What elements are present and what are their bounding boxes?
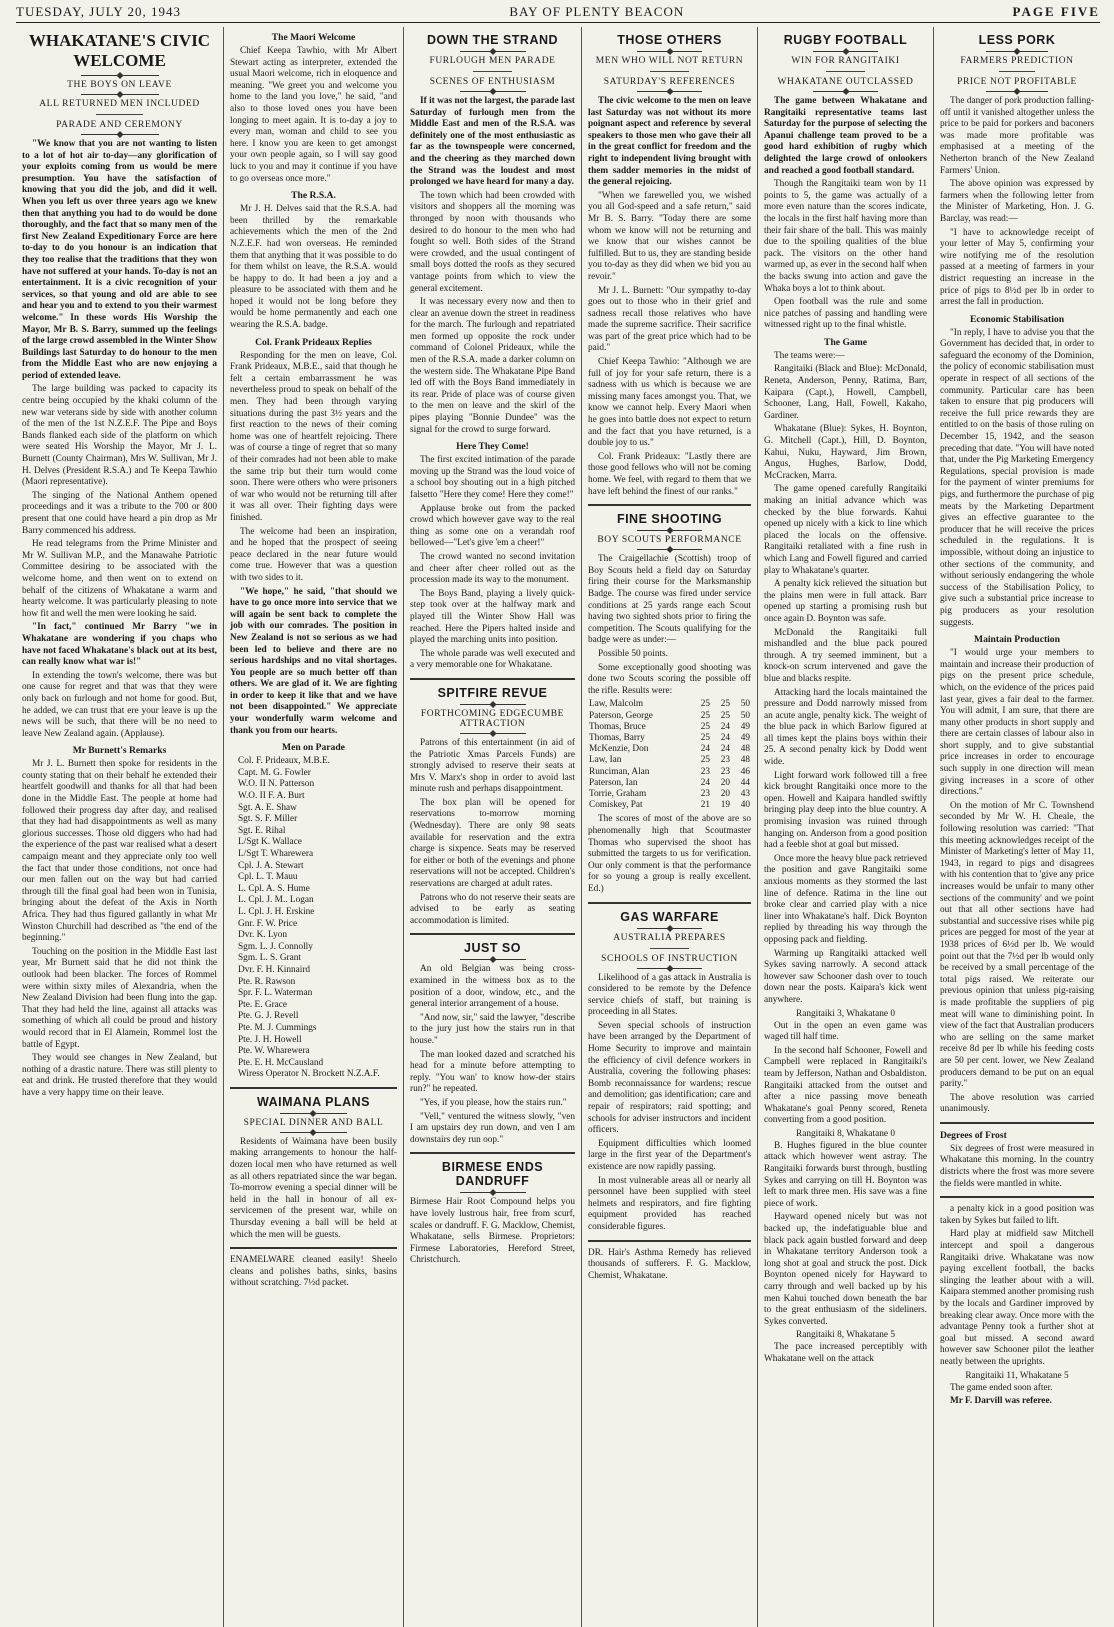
deck-australia: AUSTRALIA PREPARES bbox=[613, 932, 726, 943]
scores-table bbox=[588, 699, 751, 811]
divider bbox=[81, 94, 159, 95]
paragraph: Chief Keepa Tawhio: "Although we are full of joy for your safe return, there is a sadness with us which is because we are missing many faces amongst you. That, we know we cannot help. Every Maori when he goes into battle does not expect to return and the fact that you have returned, is a double joy to us." bbox=[588, 357, 751, 449]
divider bbox=[588, 1240, 751, 1242]
ad-asthma: DR. Hair's Asthma Remedy has relieved thousands of sufferers. F. G. Macklow, Chemist, Whakatane. bbox=[588, 1247, 751, 1281]
issue-date: TUESDAY, JULY 20, 1943 bbox=[16, 4, 182, 19]
headline-gas-warfare: GAS WARFARE bbox=[620, 909, 719, 924]
score-cell: 48 bbox=[740, 755, 750, 766]
scout-name: Law, Ian bbox=[589, 755, 622, 766]
subheading-maintain-production: Maintain Production bbox=[974, 634, 1060, 646]
roll-entry: L. Cpl. J. H. Erskine bbox=[238, 906, 315, 917]
divider bbox=[410, 678, 575, 680]
score-cell: 49 bbox=[740, 721, 750, 732]
divider bbox=[460, 51, 526, 52]
column-those-others bbox=[582, 27, 758, 1627]
headline-strand: DOWN THE STRAND bbox=[426, 33, 559, 47]
score-cell: 25 bbox=[700, 699, 710, 710]
deck-references: SATURDAY'S REFERENCES bbox=[603, 77, 736, 87]
divider bbox=[410, 933, 575, 935]
score-row bbox=[588, 733, 751, 744]
headline-fine-shooting: FINE SHOOTING bbox=[616, 512, 723, 527]
subheading-stabilisation: Economic Stabilisation bbox=[969, 313, 1065, 325]
paragraph: Attacking hard the locals maintained the pressure and Dodd narrowly missed from an acute angle, penalty kick. The weight of the blue pack in which Barlow figured at all times kept the plains boys within their 25. A second penalty kick by Dodd went wide. bbox=[764, 687, 927, 768]
paragraph: A penalty kick relieved the situation but the plains men were in full attack. Barr opened up starting a promising rush but once again D. Boynton was safe. bbox=[764, 579, 927, 624]
roll-entry: W.O. II F. A. Burt bbox=[238, 791, 305, 802]
scout-name: Runciman, Alan bbox=[589, 766, 650, 777]
score-cell: 48 bbox=[740, 744, 750, 755]
divider bbox=[280, 1132, 347, 1133]
paragraph: McDonald the Rangitaiki full mishandled and the blue pack poured through. A try seemed imminent, but a knock-on scrum intervened and gave the blue and blacks respite. bbox=[764, 627, 927, 684]
paragraph: An old Belgian was being cross-examined in the witness box as to the position of a door, window, etc., and the general interior arrangement of a house. bbox=[410, 964, 575, 1010]
paragraph: Hard play at midfield saw Mitchell intercept and spoil a dangerous Rangitaiki drive. Whakatane was now paying excellent football, the backs slinging the leather about with a will. Kaipara stemmed another promising rush by the locals and Gardiner improved by breaking clear away. Once more with the advantage Penny took a further shot at goal but missed. A second award however saw Schooner pilot the leather neatly between the uprights. bbox=[940, 1229, 1094, 1367]
headline-civic-welcome: WHAKATANE'S CIVIC WELCOME bbox=[28, 31, 211, 70]
score-row bbox=[588, 722, 751, 733]
roll-entry: Cpl. J. A. Stewart bbox=[238, 860, 304, 871]
divider bbox=[96, 114, 143, 115]
paragraph: The Craigellachie (Scottish) troop of Boy Scouts held a field day on Saturday firing their course for the Marksmanship Badge. The course was fired under service conditions at 25 yards range each Scout having two sighted shots prior to firing the competition. The Scouts qualifying for the badge were as under:— bbox=[588, 554, 751, 646]
divider bbox=[650, 71, 689, 72]
ad-birmese: Birmese Hair Root Compound helps you have lovely lustrous hair, free from scurf, scales or dandruff. F. G. Macklow, Chemist, Whakatane, sells Birmese. Proprietors: Firmese Laboratories, Hereford Street, Christchurch. bbox=[410, 1197, 575, 1266]
deck-farmers: FARMERS PREDICTION bbox=[960, 56, 1074, 66]
paragraph: Responding for the men on leave, Col. Frank Prideaux, M.B.E., said that though he felt a certain embarrassment he was nevertheless proud to speak on behalf of the men. They had been through varying situations during the past 3½ years and the first reaction to the news of their coming home was one of heartfelt rejoicing. There was of course a tinge of regret that so many of their comrades had not been able to make the same trip but their turn would come soon. There were others who were prisoners of war who would not be returning till after it was all over. Their fighting days were finished. bbox=[230, 350, 397, 523]
column-less-pork bbox=[934, 27, 1100, 1627]
paragraph: The large building was packed to capacity its centre being occupied by the khaki column of the new war veterans side by side with another column of the men of the 1st N.Z.E.F. The Pipe and Boys Bands flanked each side of the platform on which were seated His Worship the Mayor, Mr J. L. Burnett (County Chairman), Mrs W. Sullivan, Mr J. H. Delves (President R.S.A.) and Te Keepa Tawhio (Maori representative). bbox=[22, 384, 217, 488]
score-cell: 24 bbox=[720, 732, 730, 743]
deck-price: PRICE NOT PROFITABLE bbox=[957, 77, 1077, 87]
score-cell: 25 bbox=[700, 732, 710, 743]
roll-entry: Spr. F. L. Waterman bbox=[238, 988, 313, 999]
roll-entry: Wiress Operator N. Brockett N.Z.A.F. bbox=[238, 1069, 380, 1080]
paragraph: Mr J. H. Delves said that the R.S.A. had been thrilled by the remarkable achievements which the men of the 2nd N.Z.E.F. had won overseas. He reminded them that anything that it was possible to do for them whilst on leave, the R.S.A. would be happy to do. It had been a joy and a pleasure to be associated with them and he hoped it would not be long before they would be home permanently and each one wearing the R.S.A. badge. bbox=[230, 204, 397, 331]
scout-name: Thomas, Barry bbox=[589, 732, 645, 743]
deck-boy-scouts: BOY SCOUTS PERFORMANCE bbox=[597, 535, 742, 546]
deck-schools: SCHOOLS OF INSTRUCTION bbox=[601, 953, 738, 964]
deck-edgecumbe: FORTHCOMING EDGECUMBE ATTRACTION bbox=[420, 708, 565, 729]
subheading-prideaux: Col. Frank Prideaux Replies bbox=[255, 336, 372, 348]
divider bbox=[460, 959, 526, 960]
score-row bbox=[588, 699, 751, 710]
score-row bbox=[588, 767, 751, 778]
deck-enthusiasm: SCENES OF ENTHUSIASM bbox=[429, 77, 556, 87]
divider bbox=[637, 91, 702, 92]
headline-spitfire: SPITFIRE REVUE bbox=[437, 685, 548, 700]
paragraph: In the second half Schooner, Fowell and Campbell were replaced in Rangitaiki's team by Jefferson, Nathan and Osbaldiston. Rangitaiki attacked from the outset and after a nice passing move beneath Whakatane's goal Penny scored, Reneta converting from a good position. bbox=[764, 1045, 927, 1126]
paragraph: Mr J. L. Burnett: "Our sympathy to-day goes out to those who in their grief and sadness recall those relatives who have made the supreme sacrifice. Their sacrifice was part of the great price which had to be paid." bbox=[588, 285, 751, 354]
roll-entry: Pte. E. H. McCausland bbox=[238, 1057, 324, 1068]
headline-just-so: JUST SO bbox=[464, 941, 521, 956]
lead-paragraph: If it was not the largest, the parade last Saturday of furlough men from the Middle East and men of the R.S.A. was definitely one of the most enthusiastic as far as the townspeople were concerned, and the cheering as they marched down the Strand was the loudest and most prolonged we have heard for many a day. bbox=[410, 96, 575, 188]
paragraph: Some exceptionally good shooting was done two Scouts scoring the possible off the rifle. Results were: bbox=[588, 662, 751, 696]
paragraph: "Yes, if you please, how the stairs run." bbox=[420, 1097, 567, 1108]
paragraph: The pace increased perceptibly with Whakatane well on the attack bbox=[764, 1342, 927, 1364]
divider bbox=[986, 91, 1048, 92]
score-cell: 20 bbox=[720, 777, 730, 788]
paragraph: Warming up Rangitaiki attacked well Sykes saving narrowly. A second attack however saw Schooner dash over to touch down near the posts. Kaipara's kick went anywhere. bbox=[764, 948, 927, 1005]
divider bbox=[637, 549, 702, 550]
roll-entry: W.O. II N. Patterson bbox=[238, 779, 315, 790]
score-line: Rangitaiki 8, Whakatane 0 bbox=[796, 1128, 895, 1139]
roll-entry: Pte. M. J. Cummings bbox=[238, 1022, 317, 1033]
paragraph: The above opinion was expressed by farmers when the following letter from the Minister of Marketing, Hon. J. G. Barclay, was read:— bbox=[940, 179, 1094, 224]
headline-birmese: BIRMESE ENDS DANDRUFF bbox=[441, 1160, 544, 1189]
paragraph: He read telegrams from the Prime Minister and Mr W. Sullivan M.P., and the Manawahe Patriotic Committee desiring to be associated with the welcome home, and then went on to extend on behalf of the citizens of Whakatane a warm and hearty welcome. It was particularly pleasing to note how fit and well the men were looking he said. bbox=[22, 539, 217, 619]
score-cell: 46 bbox=[740, 766, 750, 777]
score-cell: 25 bbox=[720, 699, 730, 710]
paragraph: It was necessary every now and then to clear an avenue down the street in readiness for the march. The furlough and repatriated men formed up opposite the rock under command of Colonel Prideaux, while the men of the R.S.A. made a darker column on the western side. The Whakatane Pipe Band led off with the Boys Band immediately in its rear. Pride of place was of course given to the men on leave and the skirl of the pipes playing "Bonnie Dundee" was the signal for the crowd to surge forward. bbox=[410, 297, 575, 435]
subheading-here-they-come: Here They Come! bbox=[456, 441, 529, 453]
divider bbox=[460, 704, 526, 705]
subheading-frost: Degrees of Frost bbox=[940, 1129, 1007, 1141]
paragraph: "I would urge your members to maintain and increase their production of pigs on the present price schedule, which, on the evidence of the prices paid last year, gives a fair deal to the farmer. You will admit, I am sure, that there are many other products in short supply and there are certain classes of labour also in short supply, and to give substantial price increases in order to encourage such supply in one direction will mean giving increases in a score of other directions." bbox=[940, 648, 1094, 798]
divider bbox=[588, 504, 751, 506]
paragraph: Col. Frank Prideaux: "Lastly there are those good fellows who will not be coming home. We feel, with regard to them that we have left behind the finest of our ranks." bbox=[588, 451, 751, 497]
paragraph: The game opened carefully Rangitaiki making an initial advance which was checked by the blue forwards. Kahui opened up nicely with a kick to line which placed the locals on the offensive. Rangitaiki retaliated with a fine rush in which Lang and Fowell figured and carried play to Whakatane's quarter. bbox=[764, 484, 927, 576]
column-maori-welcome bbox=[224, 27, 404, 1627]
roll-entry: Sgt. S. F. Miller bbox=[238, 814, 298, 825]
paragraph: Residents of Waimana have been busily making arrangements to honour the half-dozen local men who have returned as well as all others repatriated since the war began. To-morrow evening a special dinner will be held in the hall in honour of all ex-servicemen of the present war, while on Thursday evening a ball will be held at which the men will be guests. bbox=[230, 1136, 397, 1240]
roll-entry: Col. F. Prideaux, M.B.E. bbox=[238, 756, 330, 767]
paragraph: Rangitaiki (Black and Blue): McDonald, Reneta, Anderson, Penny, Ratima, Barr, Kaipara (Capt.), Howell, Campbell, Schooner, Lang, Hall, Fowell, Kakaho, Gardiner. bbox=[764, 364, 927, 421]
scout-name: Thomas, Bruce bbox=[589, 721, 646, 732]
paragraph: The singing of the National Anthem opened proceedings and it was a tribute to the 700 or 800 present that one could have heard a pin drop as Mr Barry commenced his address. bbox=[22, 490, 217, 536]
paragraph: Chief Keepa Tawhio, with Mr Albert Stewart acting as interpreter, extended the usual Maori welcome, rich in eloquence and meaning. "We greet you and welcome you home to the land you love," he said, "and also to those loved ones you have been longing to meet again. It is to-day a joy to every man, woman and child to see you here. I know you are keen to get amongst your own people again, so I will say good luck to you and may it continue if you have to go overseas once more." bbox=[230, 46, 397, 184]
score-cell: 19 bbox=[720, 800, 730, 811]
deck-outclassed: WHAKATANE OUTCLASSED bbox=[777, 77, 914, 87]
paragraph: a penalty kick in a good position was taken by Sykes but failed to lift. bbox=[940, 1204, 1094, 1226]
score-cell: 40 bbox=[740, 800, 750, 811]
paragraph: The first excited intimation of the parade moving up the Strand was the loud voice of a school boy shouting out in a high pitched falsetto "Here they come! Here they come!" bbox=[410, 455, 575, 500]
columns bbox=[16, 27, 1100, 1627]
roll-entry: Pte. R. Rawson bbox=[238, 976, 296, 987]
lead-paragraph: The civic welcome to the men on leave last Saturday was not without its more poignant aspect and reference by several speakers to those men who gave their all in the great conflict for freedom and the right to independent living brought with them sadder memories in the midst of the general rejoicing. bbox=[588, 96, 751, 188]
paragraph: "In fact," continued Mr Barry "we in Whakatane are wondering if you chaps who have not faced Whakatane's black out at its best, can really know what war is!" bbox=[22, 622, 217, 668]
divider bbox=[280, 1113, 347, 1114]
deck-boys-on-leave: THE BOYS ON LEAVE bbox=[67, 80, 172, 90]
paragraph: Whakatane (Blue): Sykes, H. Boynton, G. Mitchell (Capt.), Hill, D. Boynton, Kahui, Nuku, Hayward, Jim Brown, Angus, Hughes, Barlow, Dodd, McCracken, Marra. bbox=[764, 424, 927, 481]
subheading-burnett: Mr Burnett's Remarks bbox=[72, 745, 167, 757]
divider bbox=[813, 51, 878, 52]
paragraph: On the motion of Mr C. Townshend seconded by Mr W. H. Cheale, the following resolution was carried: "That this meeting acknowledges receipt of the Minister of Marketing's letter of May 11, 1943, in regard to pigs and disagrees with his contention that to 'give any price increases would be unfair to many other sections of the community' and we point out that all other sections have had substantial and successive rises while pig prices are pegged for most of the year at 1938 prices of 6½d per lb. We would point out that the 7½d per lb would only be received by a small percentage of the total pigs raised. We reiterate our previous opinion that unless pig-raising is made profitable the suppliers of pig meat will wane to diminishing point. In view of the fact that Australian producers who are selling on the same market receive 8d per lb while his feeding costs are 50 per cent. lower, we New Zealand producers demand to be put on an equal parity." bbox=[940, 800, 1094, 1090]
roll-entry: Sgt. E. Rihal bbox=[238, 825, 286, 836]
deck-not-return: MEN WHO WILL NOT RETURN bbox=[595, 56, 744, 66]
paragraph: The game ended soon after. bbox=[950, 1382, 1053, 1393]
column-strand bbox=[404, 27, 582, 1627]
headline-rugby: RUGBY FOOTBALL bbox=[783, 33, 908, 47]
paragraph: Touching on the position in the Middle East last year, Mr Burnett said that he did not think the outlook had been blacker. The forces of Rommel were within sixty miles of Alexandria, when the New Zealand Division had been flung into the gap. That they had held the line, against all attacks was something of which all could be proud and history would record that in El Alamein, Rommel lost the battle of Egypt. bbox=[22, 946, 217, 1050]
score-cell: 21 bbox=[700, 800, 710, 811]
paragraph: The welcome had been an inspiration, and he hoped that the prospect of seeing peace declared in the near future would come true. However that was a question with two sides to it. bbox=[230, 526, 397, 583]
divider bbox=[588, 902, 751, 904]
paragraph: The town which had been crowded with visitors and shoppers all the morning was thronged by noon with thousands who desired to do honour to the men who had fought so well. Both sides of the Strand were crowded, and the usual contingent of small boys dotted the roofs as they secured vantage points from which to view the general excitement. bbox=[410, 190, 575, 294]
roll-entry: Cpl. L. T. Mauu bbox=[238, 872, 298, 883]
score-cell: 25 bbox=[700, 721, 710, 732]
roll-entry: L/Sgt K. Wallace bbox=[238, 837, 302, 848]
score-row bbox=[588, 711, 751, 722]
paragraph: Though the Rangitaiki team won by 11 points to 5, the game was actually of a more even nature than the scores indicate, the locals in the first half having more than their fair share of the ball. This was mainly due to the spoiling qualities of the blue pack. The visitors on the other hand warmed up, as ever in the second half when the backs swung into action and gave the Whaka boys a lot to think about. bbox=[764, 179, 927, 294]
score-cell: 25 bbox=[720, 710, 730, 721]
roll-entry: L/Sgt T. Wharewera bbox=[238, 849, 314, 859]
divider bbox=[410, 1152, 575, 1154]
roll-entry: Pte. J. H. Howell bbox=[238, 1034, 302, 1045]
paragraph: "In reply, I have to advise you that the Government has decided that, in order to safeguard the economy of the Dominion, the policy of economic stabilisation must operate in respect of all sections of the community. Particular care has been taken to ensure that pig producers will receive the full price rewards they are entitled to on the basis of those ruling on December 15, 1942, and the season preceding that date. "You will have noted that, under the Pig Marketing Emergency Regulations, special provision is made for the payment of winter premiums for pigs, and furthermore the purchase of pig meats by the Marketing Department gives an effective guarantee to the producer that he will receive the prices scheduled in the regulations. It is impossible, without doing an injustice to other sections of the community, and without seriously endangering the whole success of the Stabilisation Policy, to give such a substantial price increase to pig producers as your resolution suggests. bbox=[940, 327, 1094, 628]
score-line: Rangitaiki 3, Whakatane 0 bbox=[796, 1008, 895, 1019]
paragraph: Mr F. Darvill was referee. bbox=[950, 1396, 1052, 1407]
divider bbox=[81, 134, 159, 135]
divider bbox=[637, 928, 702, 929]
score-cell: 23 bbox=[700, 766, 710, 777]
divider bbox=[81, 75, 159, 76]
deck-returned-men: ALL RETURNED MEN INCLUDED bbox=[39, 99, 200, 109]
paragraph: Equipment difficulties which loomed large in the first year of the Department's existence are now rapidly passing. bbox=[588, 1138, 751, 1172]
headline-those-others: THOSE OTHERS bbox=[617, 33, 722, 47]
paragraph: Mr J. L. Burnett then spoke for residents in the county stating that on their behalf he extended their heartfelt goodwill and thanks for all that had been done in the Middle East. The people at home had followed their progress day after day, and realised that they had had disappointments as well as many glorious successes. Those old diggers who had had the experience of the past war realised what a desert campaign meant and they appreciate only too well the fact that under those conditions, not once had our men fallen out on the way but had carried through till the final goal had been won in Tunisia, bringing about the defeat of the Axis in North Africa. They had thus figured gallantly in what Mr Winston Churchill had described as "the end of the beginning." bbox=[22, 759, 217, 944]
paragraph: The teams were:— bbox=[774, 350, 845, 361]
paragraph: Once more the heavy blue pack retrieved the position and gave Rangitaiki some anxious moments as they stormed the last line of defence. Ratima in the line out broke clear and carried play with a nice liner into Whakatane's half. Dick Boynton replied by threading his way through the opposing pack and fielding. bbox=[764, 853, 927, 945]
roll-entry: L. Cpl. A. S. Hume bbox=[238, 883, 310, 894]
deck-parade: PARADE AND CEREMONY bbox=[56, 120, 183, 130]
roll-entry: Sgt. A. E. Shaw bbox=[238, 802, 297, 813]
score-cell: 24 bbox=[700, 744, 710, 755]
scout-name: McKenzie, Don bbox=[589, 744, 649, 755]
roll-entry: Dvr. F. H. Kinnaird bbox=[238, 964, 311, 975]
scout-name: Paterson, George bbox=[589, 710, 653, 721]
roll-entry: Pte. G. J. Revell bbox=[238, 1011, 299, 1022]
divider bbox=[940, 1122, 1094, 1124]
paragraph: B. Hughes figured in the blue counter attack which however went astray. The Rangitaiki forwards burst through, bustling Sykes and carrying on till H. Boynton was left to mark three men. His save was a fine piece of work. bbox=[764, 1140, 927, 1209]
paragraph: In most vulnerable areas all or nearly all personnel have been supplied with steel helmets and respirators, and fire fighting equipment provided has reached considerable figures. bbox=[588, 1175, 751, 1232]
divider bbox=[637, 530, 702, 531]
divider bbox=[460, 1192, 526, 1193]
paragraph: The danger of pork production falling-off until it vanished altogether unless the price to be paid for porkers and baconers was made more profitable was emphasised at a meeting of the Netherton branch of the New Zealand Farmers' Union. bbox=[940, 96, 1094, 176]
page-number: PAGE FIVE bbox=[1012, 4, 1100, 19]
paragraph: Seven special schools of instruction have been arranged by the Department of Home Security to improve and maintain the efficiency of civil defence workers in Australia, covering the following phases: Bomb reconnaissance for wardens; rescue and demolition; gas identification; care and repair of respirators; raid spotting; and schools for adviser instructors and incident officers. bbox=[588, 1020, 751, 1136]
score-cell: 20 bbox=[720, 788, 730, 799]
score-cell: 25 bbox=[700, 755, 710, 766]
roll-entry: Pte. W. Wharewera bbox=[238, 1046, 310, 1057]
paragraph: Applause broke out from the packed crowd which however gave way to the real thing as some one on a verandah roof bellowed—"Let's give 'em a cheer!" bbox=[410, 503, 575, 549]
score-line: Rangitaiki 8, Whakatane 5 bbox=[796, 1330, 895, 1341]
divider bbox=[826, 71, 865, 72]
roll-entry: L. Cpl. J. M.. Logan bbox=[238, 895, 314, 906]
paragraph: "When we farewelled you, we wished you all God-speed and a safe return," said Mr B. S. Barry. "Today there are some whom we know will not be returning and we know that our wishes cannot be fulfilled. But to us, they are standing beside you to-day as they did when we bid you au revoir." bbox=[588, 190, 751, 282]
divider bbox=[650, 948, 689, 949]
scout-name: Law, Malcolm bbox=[589, 699, 644, 710]
score-cell: 23 bbox=[700, 788, 710, 799]
roll-entry: Capt. M. G. Fowler bbox=[238, 767, 311, 778]
paragraph: The whole parade was well executed and a very memorable one for Whakatane. bbox=[410, 648, 575, 671]
paragraph: The Boys Band, playing a lively quick-step took over at the halfway mark and played till the Winter Show Hall was reached. Here the Pipers halted inside and played the marching units into position. bbox=[410, 588, 575, 646]
paragraph: "Vell," ventured the witness slowly, "ven I am upstairs dey run down, and ven I am downstairs dey run oop." bbox=[410, 1111, 575, 1145]
score-cell: 23 bbox=[720, 766, 730, 777]
subheading-the-game: The Game bbox=[824, 336, 867, 348]
deck-win: WIN FOR RANGITAIKI bbox=[791, 56, 900, 66]
divider bbox=[460, 91, 526, 92]
divider bbox=[230, 1247, 397, 1249]
score-row bbox=[588, 789, 751, 800]
paper-name: BAY OF PLENTY BEACON bbox=[509, 4, 685, 19]
scout-name: Torrie, Graham bbox=[589, 788, 647, 799]
score-cell: 23 bbox=[720, 755, 730, 766]
paragraph: Patrons of this entertainment (in aid of the Patriotic Xmas Parcels Funds) are strongly advised to reserve their seats at Mrs V. Marx's shop in order to avoid last minute rush and perhaps disappointment. bbox=[410, 737, 575, 795]
paragraph: Six degrees of frost were measured in Whakatane this morning. In the country districts where the frost was more severe the fields were mantled in white. bbox=[940, 1143, 1094, 1189]
roll-entry: Dvr. K. Lyon bbox=[238, 930, 288, 941]
divider bbox=[986, 51, 1048, 52]
column-civic-welcome bbox=[16, 27, 224, 1627]
divider bbox=[230, 1087, 397, 1089]
divider bbox=[473, 71, 513, 72]
paragraph: Light forward work followed till a free kick brought Rangitaiki once more to the open. Howell and Kaipara handled swiftly bringing play deep into the blue country. A promising invasion was ruined through hanging on. Anderson from a good position had a feeble shot at goal but missed. bbox=[764, 770, 927, 851]
divider bbox=[637, 51, 702, 52]
score-cell: 43 bbox=[740, 788, 750, 799]
paragraph: Open football was the rule and some nice patches of passing and handling were witnessed right up to the final whistle. bbox=[764, 297, 927, 331]
score-row bbox=[588, 744, 751, 755]
score-line: Rangitaiki 11, Whakatane 5 bbox=[965, 1370, 1069, 1381]
score-cell: 49 bbox=[740, 732, 750, 743]
divider bbox=[999, 71, 1036, 72]
paragraph: They would see changes in New Zealand, but nothing of a drastic nature. There was still plenty to eat and drink. He trusted therefore that they would have a very happy time on their leave. bbox=[22, 1053, 217, 1098]
roll-entry: Sgm. L. S. Grant bbox=[238, 953, 302, 964]
paragraph: "I have to acknowledge receipt of your letter of May 5, confirming your wire notifying me of the resolution passed at a meeting of farmers in your district requesting an increase in the price of pigs to 8½d per lb in order to arrest the fall in production. bbox=[940, 227, 1094, 308]
headline-waimana: WAIMANA PLANS bbox=[257, 1094, 370, 1109]
paragraph: The above resolution was carried unanimously. bbox=[940, 1092, 1094, 1115]
divider bbox=[940, 1196, 1094, 1198]
subheading-maori-welcome: The Maori Welcome bbox=[271, 32, 356, 43]
paragraph: The scores of most of the above are so phenomenally high that Scoutmaster Thomas who supervised the shoot has submitted the targets to us for verification. Our only comment is that the performance for so young a group is really excellent. Ed.) bbox=[588, 814, 751, 894]
score-row bbox=[588, 778, 751, 789]
score-row bbox=[588, 755, 751, 766]
paragraph: "We hope," he said, "that should we have to go once more into service that we will again be sent back to complete the job with our comrades. The position in New Zealand is not so serious as we had been led to believe and there are no serious hardships and no vital shortages. You people are so much better off than others. We are glad of it. We are fighting in order to keep it like that and we have not been disappointed." We appreciate your wonderfully warm welcome and thank you from our hearts. bbox=[230, 586, 397, 736]
paragraph: The crowd wanted no second invitation and cheer after cheer rolled out as the procession made its way to the monument. bbox=[410, 551, 575, 586]
divider bbox=[637, 968, 702, 969]
headline-less-pork: LESS PORK bbox=[978, 33, 1056, 47]
paragraph: In extending the town's welcome, there was but one cause for regret and that was that they were only back on furlough and not home for good. But, he added, we can trust that ere your leave is up the news will be such, that there will be no need to leave New Zealand again. (Applause). bbox=[22, 670, 217, 739]
paragraph: The man looked dazed and scratched his head for a minute before attempting to reply. "You wan' to know how-der stairs run?" he repeated. bbox=[410, 1049, 575, 1095]
score-cell: 50 bbox=[740, 699, 750, 710]
parade-roll bbox=[230, 756, 397, 1081]
score-cell: 24 bbox=[700, 777, 710, 788]
paragraph: Possible 50 points. bbox=[598, 648, 668, 659]
divider bbox=[460, 733, 526, 734]
paragraph: "And now, sir," said the lawyer, "describe to the jury just how the stairs run in that house." bbox=[410, 1012, 575, 1046]
roll-entry: Sgm. L. J. Connolly bbox=[238, 941, 313, 952]
deck-furlough: FURLOUGH MEN PARADE bbox=[429, 56, 556, 66]
score-cell: 24 bbox=[720, 744, 730, 755]
score-cell: 25 bbox=[700, 710, 710, 721]
paragraph: Likelihood of a gas attack in Australia is considered to be remote by the Defence service chiefs of staff, but training is proceeding in all States. bbox=[588, 972, 751, 1018]
subheading-rsa: The R.S.A. bbox=[291, 190, 336, 202]
divider bbox=[813, 91, 878, 92]
paragraph: Hayward opened nicely but was not backed up, the indefatiguable blue and black pack again bustled forward and deep in Whakatane territory Anderson took a long shot at goal and struck the post. Dick Boynton opened nicely for Hayward to carry through and well backed up by his men Kahui touched down beneath the bar to the great enthusiasm of the sideliners. Sykes converted. bbox=[764, 1212, 927, 1327]
paragraph: The box plan will be opened for reservations to-morrow morning (Wednesday). There are only 98 seats available for reservation and the extra charge is sixpence. Seats may be reserved for either or both of the evenings and phone reservations will not be accepted. Children's reservations are charged at adult rates. bbox=[410, 797, 575, 890]
scout-name: Comiskey, Pat bbox=[589, 800, 643, 811]
masthead bbox=[16, 4, 1100, 23]
paragraph: Out in the open an even game was waged till half time. bbox=[764, 1020, 927, 1043]
paragraph: Patrons who do not reserve their seats are advised to be early as seating accommodation is limited. bbox=[410, 892, 575, 926]
score-cell: 50 bbox=[740, 710, 750, 721]
lead-paragraph: The game between Whakatane and Rangitaiki representative teams last Saturday for the purpose of selecting the Apanui challenge team proved to be a good hard exhibition of rugby which delighted the large crowd of onlookers and reached a good football standard. bbox=[764, 96, 927, 176]
subheading-men-on-parade: Men on Parade bbox=[282, 742, 345, 754]
column-rugby bbox=[758, 27, 934, 1627]
score-cell: 24 bbox=[720, 721, 730, 732]
ad-enamelware: ENAMELWARE cleaned easily! Sheelo cleans and polishes baths, sinks, basins without scratching. 7½d packet. bbox=[230, 1255, 397, 1289]
roll-entry: Gnr. F. W. Price bbox=[238, 918, 298, 929]
roll-entry: Pte. E. Grace bbox=[238, 999, 288, 1010]
lead-paragraph: "We know that you are not wanting to listen to a lot of hot air to-day—any glorification of your exploits coming from us would be mere presumption. You have the satisfaction of knowing that you did the job, and did it well. When you left us over three years ago we knew then that anything you had to do would be done thoroughly, and the fact that so many men of the first New Zealand Expeditionary Force are here to-day to do you honour is an indication that they too realise that the traditions that they won have not suffered at your hands. To-day is not an entertainment. It is a civic recognition of your services, so that young and old are able to see and hear you and to extend to you their warmest welcome." In these words His Worship the Mayor, Mr B. S. Barry, summed up the feelings of the large crowd assembled in the Winter Show Buildings last Saturday to do honour to the men from the Middle East who are now enjoying a period of extended leave. bbox=[22, 139, 217, 381]
score-cell: 44 bbox=[740, 777, 750, 788]
deck-dinner-ball: SPECIAL DINNER AND BALL bbox=[243, 1117, 384, 1128]
score-row bbox=[588, 800, 751, 811]
scout-name: Paterson, Ian bbox=[589, 777, 638, 788]
